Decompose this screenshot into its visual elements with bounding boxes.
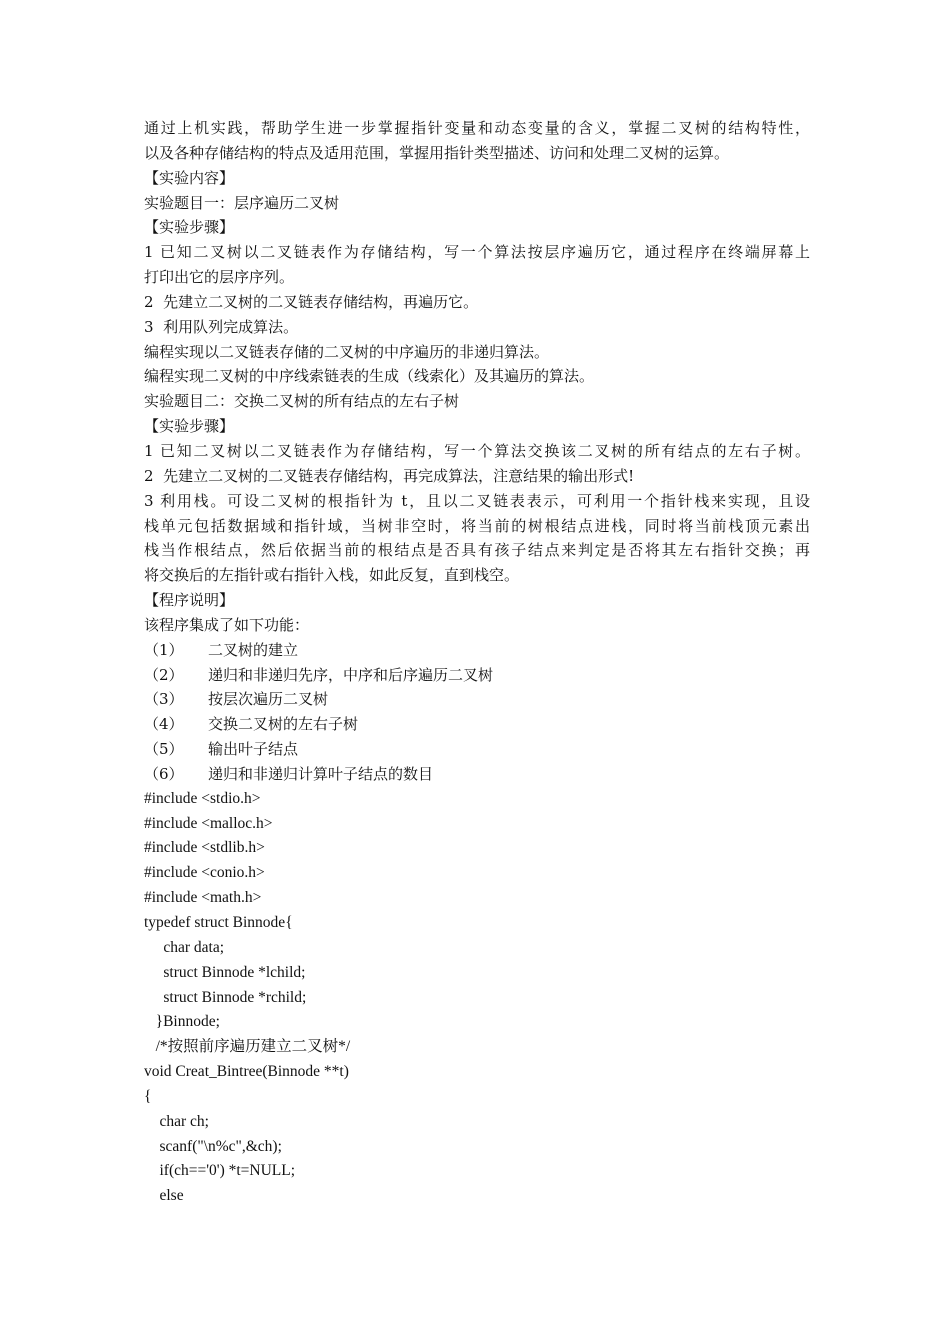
step-1-1-cont: 打印出它的层序序列。 (144, 268, 295, 287)
code-line: #include <stdlib.h> (144, 839, 265, 857)
code-line: char data; (144, 938, 225, 956)
code-comment: /*按照前序遍历建立二叉树*/ (144, 1038, 351, 1056)
step-2-2: 2 先建立二叉树的二叉链表存储结构，再完成算法，注意结果的输出形式! (144, 466, 635, 485)
feature-text: 递归和非递归计算叶子结点的数目 (208, 764, 434, 783)
code-line: #include <math.h> (144, 889, 262, 907)
step-2-3-cont-1: 栈单元包括数据域和指针域，当树非空时，将当前的树根结点进栈，同时将当前栈顶元素出 (144, 516, 810, 535)
feature-text: 二叉树的建立 (208, 640, 299, 659)
feature-item (144, 638, 810, 663)
feature-item (144, 737, 810, 762)
section-heading-content: 【实验内容】 (144, 168, 235, 187)
intro-line-1: 通过上机实践，帮助学生进一步掌握指针变量和动态变量的含义，掌握二叉树的结构特性， (144, 119, 810, 137)
experiment-2-title: 实验题目二：交换二叉树的所有结点的左右子树 (144, 392, 460, 411)
feature-item (144, 712, 810, 737)
code-line: void Creat_Bintree(Binnode **t) (144, 1063, 349, 1081)
code-line: else (144, 1187, 184, 1205)
feature-text: 输出叶子结点 (208, 740, 299, 759)
code-line: }Binnode; (144, 1013, 220, 1031)
step-2-3: 3 利用栈。可设二叉树的根指针为 t，且以二叉链表表示，可利用一个指针栈来实现，且设 (144, 491, 810, 510)
feature-item (144, 687, 810, 712)
document-body (144, 116, 810, 1209)
feature-number: （6） (144, 764, 184, 783)
feature-number: （5） (144, 740, 184, 759)
steps-heading-2: 【实验步骤】 (144, 417, 235, 436)
code-line: typedef struct Binnode{ (144, 914, 293, 931)
feature-number: （1） (144, 640, 184, 659)
feature-item (144, 663, 810, 688)
feature-text: 递归和非递归先序，中序和后序遍历二叉树 (208, 665, 494, 684)
feature-number: （3） (144, 690, 184, 709)
code-line: struct Binnode *lchild; (144, 963, 306, 981)
step-1-1: 1 已知二叉树以二叉链表作为存储结构，写一个算法按层序遍历它，通过程序在终端屏幕上 (144, 243, 810, 262)
feature-number: （2） (144, 665, 184, 684)
feature-number: （4） (144, 715, 184, 734)
step-2-1: 1 已知二叉树以二叉链表作为存储结构，写一个算法交换该二叉树的所有结点的左右子树。 (144, 441, 810, 460)
code-line: { (144, 1087, 152, 1105)
feature-item (144, 762, 810, 787)
intro-line-2: 以及各种存储结构的特点及适用范围，掌握用指针类型描述、访问和处理二叉树的运算。 (144, 143, 730, 162)
code-line: #include <conio.h> (144, 864, 265, 882)
step-1-3: 3 利用队列完成算法。 (144, 317, 299, 336)
feature-text: 按层次遍历二叉树 (208, 690, 329, 709)
step-2-3-cont-2: 栈当作根结点，然后依据当前的根结点是否具有孩子结点来判定是否将其左右指针交换；再 (144, 541, 810, 560)
code-line: struct Binnode *rchild; (144, 988, 307, 1006)
code-line: #include <malloc.h> (144, 814, 273, 832)
code-line: if(ch=='0') *t=NULL; (144, 1162, 296, 1180)
feature-text: 交换二叉树的左右子树 (208, 715, 359, 734)
task-inorder-nonrecursive: 编程实现以二叉链表存储的二叉树的中序遍历的非递归算法。 (144, 342, 550, 361)
steps-heading-1: 【实验步骤】 (144, 218, 235, 237)
code-line: scanf("\n%c",&ch); (144, 1137, 282, 1155)
code-line: char ch; (144, 1112, 209, 1130)
step-1-2: 2 先建立二叉树的二叉链表存储结构，再遍历它。 (144, 292, 479, 311)
task-threaded-inorder: 编程实现二叉树的中序线索链表的生成（线索化）及其遍历的算法。 (144, 367, 595, 386)
experiment-1-title: 实验题目一：层序遍历二叉树 (144, 193, 340, 212)
program-heading: 【程序说明】 (144, 591, 235, 610)
program-intro: 该程序集成了如下功能： (144, 615, 310, 634)
code-line: #include <stdio.h> (144, 789, 261, 807)
step-2-3-cont-3: 将交换后的左指针或右指针入栈，如此反复，直到栈空。 (144, 566, 520, 585)
